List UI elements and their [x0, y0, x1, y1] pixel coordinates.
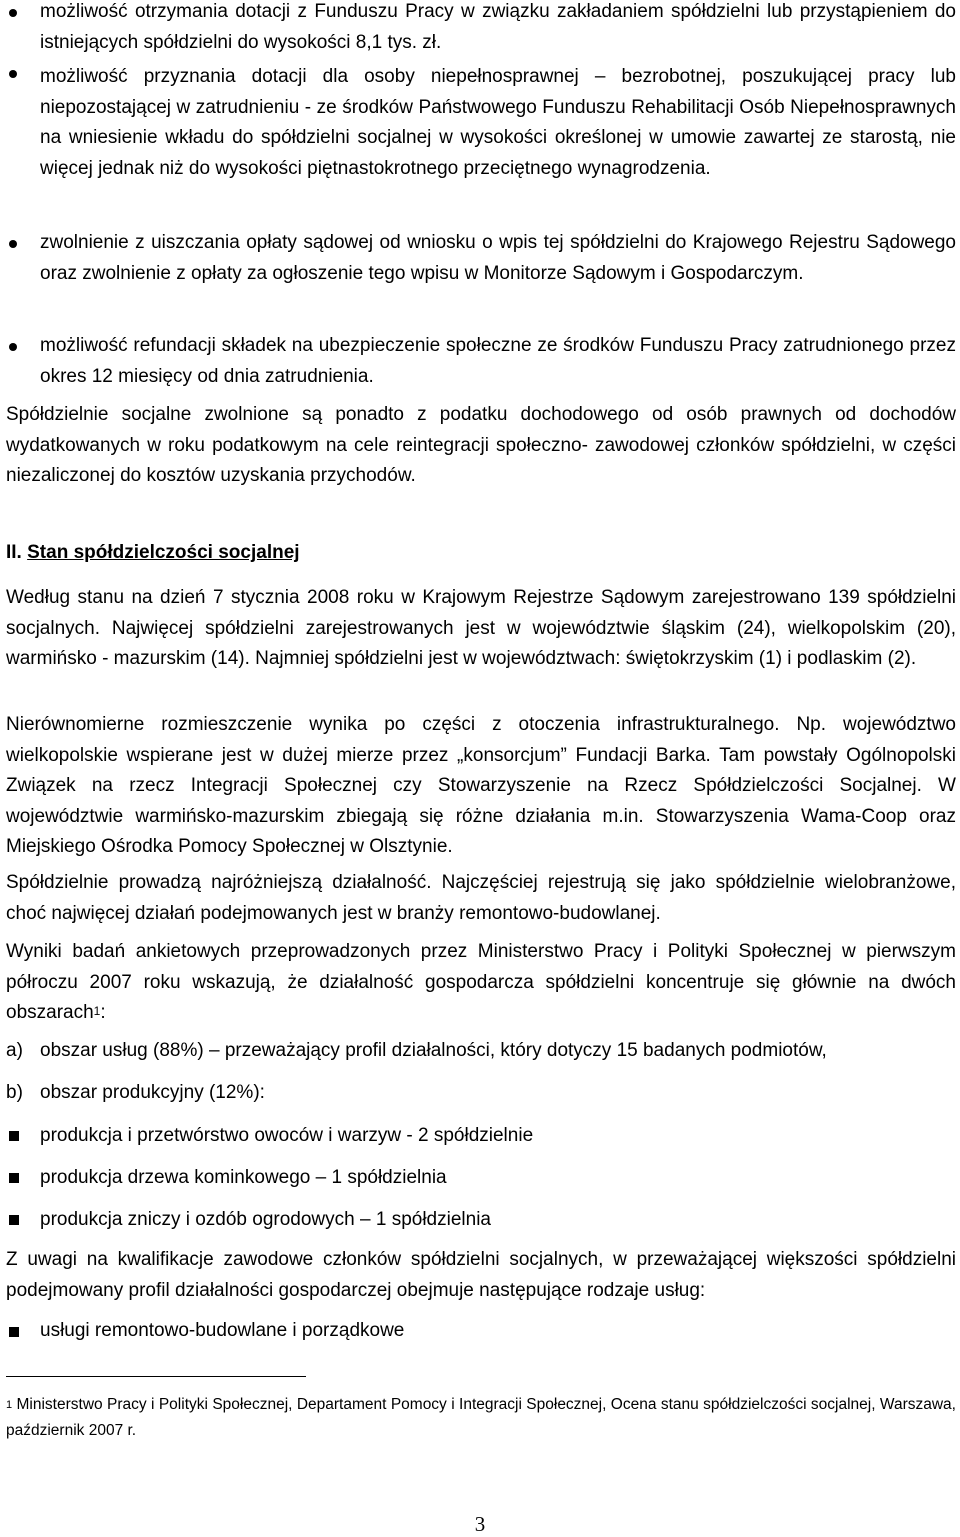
bullet-item: zwolnienie z uiszczania opłaty sądowej od wniosku o wpis tej spółdzielni do Krajowego Rejestru Sądowego oraz zwolnienie z opłaty za ogłoszenie tego wpisu w Monitorze Sądowym i Gospodarczym.: [40, 232, 956, 284]
paragraph-survey: [6, 937, 956, 1029]
paragraph-activity: Spółdzielnie prowadzą najróżniejszą działalność. Najczęściej rejestrują się jako spółdzielnie wielobranżowe, choć najwięcej działań podejmowanych jest w branży remontowo-budowlanej.: [6, 872, 956, 924]
bullet-item: możliwość refundacji składek na ubezpieczenie społeczne ze środków Funduszu Pracy zatrudnionego przez okres 12 miesięcy od dnia zatrudnienia.: [40, 335, 956, 387]
list-label: a): [6, 1040, 23, 1061]
paragraph-tax-exemption: Spółdzielnie socjalne zwolnione są ponadto z podatku dochodowego od osób prawnych od dochodów wydatkowanych w roku podatkowym na cele reintegracji społeczno- zawodowej członków spółdzielni, w części niezaliczonej do kosztów uzyskania przychodów.: [6, 404, 956, 486]
survey-colon: :: [100, 1002, 106, 1023]
square-bullet: [9, 1327, 19, 1337]
bullet-item: możliwość otrzymania dotacji z Funduszu Pracy w związku zakładaniem spółdzielni lub przystąpieniem do istniejących spółdzielni do wysokości 8,1 tys. zł.: [40, 1, 956, 53]
list-item: produkcja zniczy i ozdób ogrodowych – 1 spółdzielnia: [40, 1209, 491, 1230]
paragraph-distribution: Nierównomierne rozmieszczenie wynika po części z otoczenia infrastrukturalnego. Np. województwo wielkopolskie wspierane jest w dużej mierze przez „konsorcjum” Fundacji Barka. Tam powstały Ogólnopolski Związek na rzecz Integracji Społecznej czy Stowarzyszenie na Rzecz Spółdzielczości Socjalnej. W województwie warmińsko-mazurskim zbiegają się różne działania m.in. Stowarzyszenia Wama-Coop oraz Miejskiego Ośrodka Pomocy Społecznej w Olsztynie.: [6, 714, 956, 857]
list-label: b): [6, 1082, 23, 1103]
bullet-item: możliwość przyznania dotacji dla osoby niepełnosprawnej – bezrobotnej, poszukującej pracy lub niepozostającej w zatrudnieniu - ze środków Państwowego Funduszu Rehabilitacji Osób Niepełnosprawnych na wniesienie wkładu do spółdzielni socjalnej w wysokości określonej w umowie zawartej ze starostą, nie więcej jednak niż do wysokości piętnastokrotnego przeciętnego wynagrodzenia.: [40, 66, 956, 179]
paragraph-registry-stats: Według stanu na dzień 7 stycznia 2008 roku w Krajowym Rejestrze Sądowym zarejestrowano 139 spółdzielni socjalnych. Najwięcej spółdzielni zarejestrowanych jest w województwie śląskim (24), wielkopolskim (20), warmińsko - mazurskim (14). Najmniej spółdzielni jest w województwach: świętokrzyskim (1) i podlaskim (2).: [6, 587, 956, 669]
square-bullet: [9, 1173, 19, 1183]
footnote: [6, 1392, 956, 1444]
list-item: obszar usług (88%) – przeważający profil działalności, który dotyczy 15 badanych podmiotów,: [40, 1040, 827, 1061]
bullet-dot: [9, 343, 17, 351]
list-item: produkcja drzewa kominkowego – 1 spółdzielnia: [40, 1167, 447, 1188]
footnote-separator: [6, 1376, 306, 1377]
section-title: Stan spółdzielczości socjalnej: [27, 542, 300, 563]
bullet-dot: [9, 240, 17, 248]
page-number: 3: [474, 1512, 486, 1536]
section-heading: [6, 538, 300, 568]
bullet-dot: [9, 9, 17, 17]
list-item: obszar produkcyjny (12%):: [40, 1082, 265, 1103]
square-bullet: [9, 1215, 19, 1225]
paragraph-services: Z uwagi na kwalifikacje zawodowe członków spółdzielni socjalnych, w przeważającej większości spółdzielni podejmowany profil działalności gospodarczej obejmuje następujące rodzaje usług:: [6, 1249, 956, 1301]
footnote-ref: 1: [93, 1004, 101, 1018]
bullet-dot: [9, 70, 17, 78]
footnote-text: Ministerstwo Pracy i Polityki Społecznej, Departament Pomocy i Integracji Społecznej, Ocena stanu spółdzielczości socjalnej, Warszawa, październik 2007 r.: [6, 1396, 956, 1439]
survey-text: Wyniki badań ankietowych przeprowadzonych przez Ministerstwo Pracy i Polityki Społecznej w pierwszym półroczu 2007 roku wskazują, że działalność gospodarcza spółdzielni koncentruje się głównie na dwóch obszarach: [6, 941, 956, 1023]
list-item: produkcja i przetwórstwo owoców i warzyw - 2 spółdzielnie: [40, 1125, 534, 1146]
list-item: usługi remontowo-budowlane i porządkowe: [40, 1320, 405, 1341]
footnote-mark: 1: [6, 1399, 13, 1411]
section-number: II.: [6, 542, 22, 563]
square-bullet: [9, 1131, 19, 1141]
